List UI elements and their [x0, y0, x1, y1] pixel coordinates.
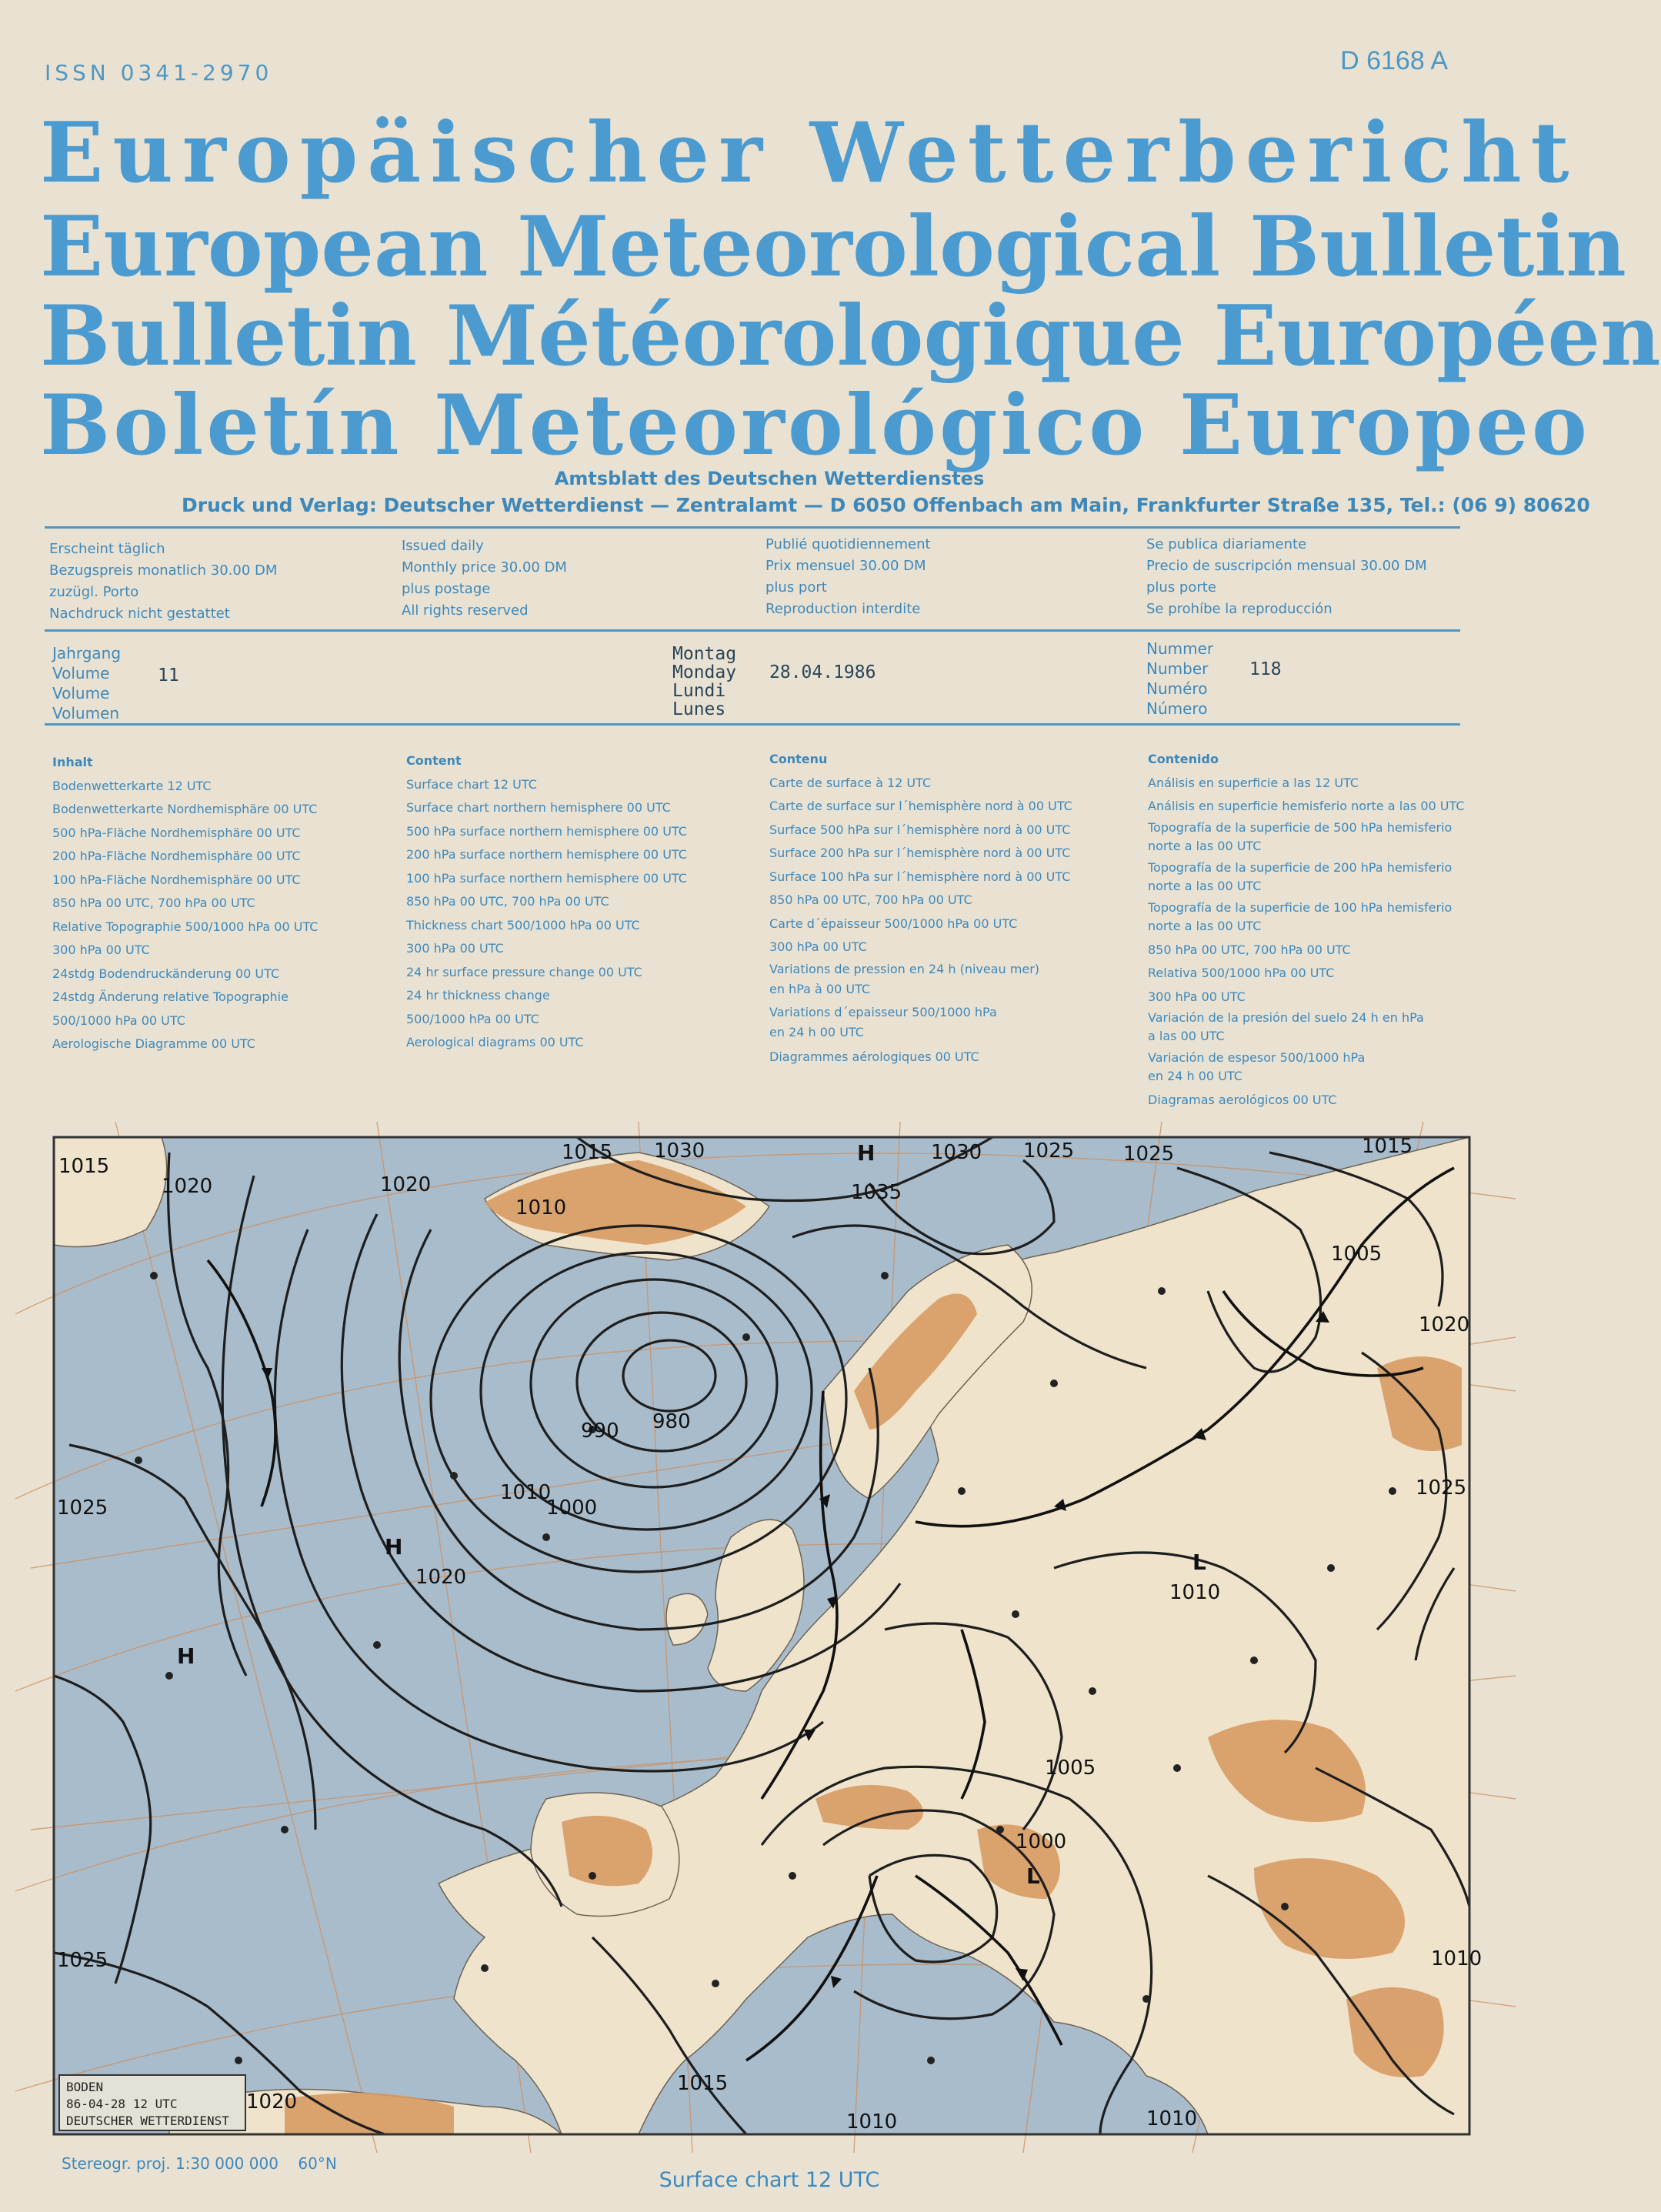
volume-value: 11	[158, 666, 179, 686]
isobar-label: 1025	[1416, 1476, 1467, 1500]
surface-weather-map	[54, 1135, 1483, 2134]
isobar-label: 1020	[246, 2090, 298, 2114]
isobar-label: 1010	[515, 1196, 567, 1219]
isobar-label: 1020	[380, 1173, 432, 1196]
isobar-label: 1010	[500, 1481, 552, 1504]
postal-code: D 6168 A	[1340, 46, 1448, 75]
low-center: L	[1026, 1863, 1040, 1889]
isobar-label: 1015	[1362, 1135, 1413, 1158]
isobar-label: 1010	[1169, 1581, 1221, 1604]
title-english: European Meteorological Bulletin	[40, 199, 1626, 295]
isobar-label: 1015	[58, 1155, 110, 1178]
info-english: Issued daily Monthly price 30.00 DM plus postage All rights reserved	[402, 538, 567, 619]
info-french: Publié quotidiennement Prix mensuel 30.00 DM plus port Reproduction interdite	[765, 536, 931, 617]
projection-note: Stereogr. proj. 1:30 000 000 60°N	[62, 2154, 337, 2173]
high-center: H	[857, 1140, 876, 1166]
divider	[45, 526, 1460, 529]
isobar-label: 1030	[931, 1141, 982, 1164]
isobar-label: 980	[652, 1410, 691, 1433]
isobar-label: 1010	[1431, 1947, 1483, 1970]
isobar-label: 1010	[1146, 2107, 1198, 2130]
isobar-label: 1000	[546, 1496, 598, 1520]
issn-number: ISSN 0341-2970	[45, 60, 273, 85]
isobar-label: 1020	[162, 1175, 213, 1198]
title-spanish: Boletín Meteorológico Europeo	[40, 377, 1590, 474]
map-svg	[54, 1135, 1483, 2134]
contents-english: Content Surface chart 12 UTC Surface chart northern hemisphere 00 UTC 500 hPa surface northern hemisphere 00 UTC 200 hPa surface northern hemisphere 00 UTC 100 hPa surface northern hemisphere 00 UTC 850 hPa 00 UTC, 700 hPa 00 UTC Thickness chart 500/1000 hPa 00 UTC 300 hPa 00 UTC 24 hr surface pressure change 00 UTC 24 hr thickness change 500/1000 hPa 00 UTC Aerological diagrams 00 UTC	[406, 753, 687, 1049]
info-german: Erscheint täglich Bezugspreis monatlich 30.00 DM zuzügl. Porto Nachdruck nicht gestattet	[49, 541, 278, 622]
isobar-label: 1010	[846, 2110, 898, 2134]
isobar-label: 1025	[1123, 1143, 1175, 1166]
contents-french: Contenu Carte de surface à 12 UTC Carte de surface sur l´hemisphère nord à 00 UTC Surface 500 hPa sur l´hemisphère nord à 00 UTC Surface 200 hPa sur l´hemisphère nord à 00 UTC Surface 100 hPa sur l´hemisphère nord à 00 UTC 850 hPa 00 UTC, 700 hPa 00 UTC Carte d´épaisseur 500/1000 hPa 00 UTC 300 hPa 00 UTC Variations de pression en 24 h (niveau mer) en hPa à 00 UTC Variations d´epaisseur 500/1000 hPa en 24 h 00 UTC Diagrammes aérologiques 00 UTC	[769, 752, 1072, 1064]
issue-number: 118	[1249, 659, 1282, 679]
isobar-label: 1015	[562, 1141, 613, 1164]
isobar-label: 1030	[654, 1139, 705, 1163]
issue-date: 28.04.1986	[769, 662, 876, 682]
isobar-label: 1025	[1023, 1139, 1075, 1163]
isobar-label: 1035	[851, 1181, 902, 1204]
contents-spanish: Contenido Análisis en superficie a las 12 UTC Análisis en superficie hemisferio norte a las 00 UTC Topografía de la superficie de 500 hPa hemisferio norte a las 00 UTC Topografía de la superficie de 200 hPa hemisferio norte a las 00 UTC Topografía de la superficie de 100 hPa hemisferio norte a las 00 UTC 850 hPa 00 UTC, 700 hPa 00 UTC Relativa 500/1000 hPa 00 UTC 300 hPa 00 UTC Variación de la presión del suelo 24 h en hPa a las 00 UTC Variación de espesor 500/1000 hPa en 24 h 00 UTC Diagramas aerológicos 00 UTC	[1148, 752, 1465, 1107]
isobar-label: 1020	[1419, 1313, 1470, 1336]
map-caption: Surface chart 12 UTC	[659, 2168, 880, 2192]
isobar-label: 1025	[57, 1949, 108, 1972]
title-french: Bulletin Météorologique Européen	[40, 288, 1661, 385]
isobar-label: 1000	[1016, 1830, 1067, 1853]
volume-labels: Jahrgang Volume Volume Volumen	[52, 644, 122, 722]
contents-german: Inhalt Bodenwetterkarte 12 UTC Bodenwetterkarte Nordhemisphäre 00 UTC 500 hPa-Fläche Nordhemisphäre 00 UTC 200 hPa-Fläche Nordhemisphäre 00 UTC 100 hPa-Fläche Nordhemisphäre 00 UTC 850 hPa 00 UTC, 700 hPa 00 UTC Relative Topographie 500/1000 hPa 00 UTC 300 hPa 00 UTC 24stdg Bodendruckänderung 00 UTC 24stdg Änderung relative Topographie 500/1000 hPa 00 UTC Aerologische Diagramme 00 UTC	[52, 755, 319, 1051]
divider	[45, 723, 1460, 726]
isobar-label: 1020	[415, 1566, 467, 1589]
map-label-box: BODEN 86-04-28 12 UTC DEUTSCHER WETTERDIENST	[58, 2074, 246, 2131]
high-center: H	[177, 1643, 195, 1669]
publisher-line: Druck und Verlag: Deutscher Wetterdienst — Zentralamt — D 6050 Offenbach am Main, Frankfurter Straße 135, Tel.: (06 9) 80620	[182, 494, 1590, 516]
divider	[45, 629, 1460, 632]
official-gazette-line: Amtsblatt des Deutschen Wetterdienstes	[554, 468, 985, 489]
number-labels: Nummer Number Numéro Número	[1146, 639, 1214, 718]
isobar-label: 1005	[1331, 1243, 1382, 1266]
isobar-label: 1005	[1045, 1757, 1096, 1780]
low-center: L	[1192, 1550, 1206, 1575]
isobar-label: 1025	[57, 1496, 108, 1520]
weekday-labels: Montag Monday Lundi Lunes	[672, 644, 737, 719]
info-spanish: Se publica diariamente Precio de suscripción mensual 30.00 DM plus porte Se prohíbe la reproducción	[1146, 536, 1427, 617]
isobar-label: 1015	[677, 2072, 729, 2095]
isobar-label: 990	[581, 1420, 619, 1443]
title-german: Europäischer Wetterbericht	[40, 105, 1579, 202]
high-center: H	[385, 1534, 403, 1560]
